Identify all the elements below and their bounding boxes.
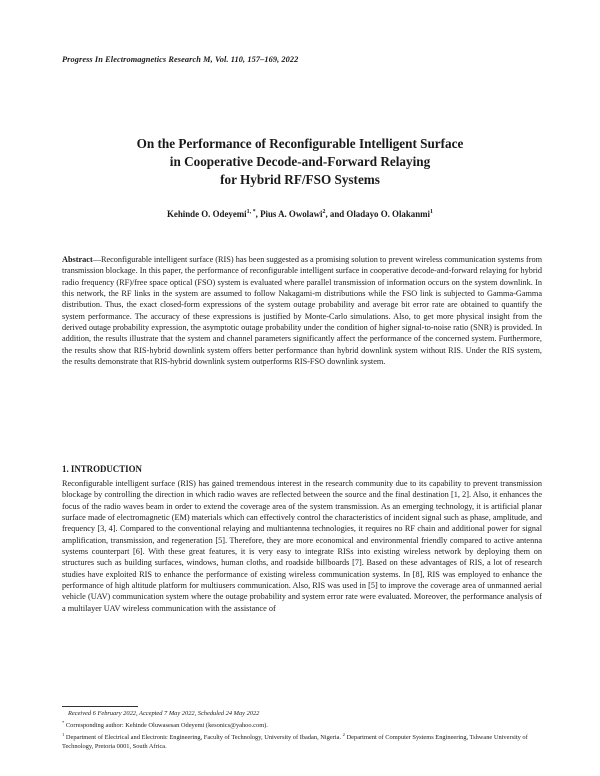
journal-citation: Progress In Electromagnetics Research M, Vol. 110, 157–169, 2022 [62,55,299,64]
author-separator: , [255,209,261,219]
affiliation-1-mark: 1 [62,731,65,737]
received-dates: Received 6 February 2022, Accepted 7 May 2022, Scheduled 24 May 2022 [68,710,260,717]
author-separator: , and [325,209,347,219]
author-2-affiliation: 2 [322,209,326,216]
affiliations [62,731,542,752]
footnotes [62,710,542,752]
author-1: Kehinde O. Odeyemi [166,209,247,219]
footnote-divider [62,706,138,707]
affiliation-2: Department of Computer Systems Engineering, Tshwane University of Technology, Pretoria 0001, South Africa. [62,734,528,750]
abstract-text: —Reconfigurable intelligent surface (RIS) has been suggested as a promising solution to prevent wireless communication systems from transmission blockage. In this paper, the performance of reconfigurable intelligent surface in cooperative decode-and-forward relaying for hybrid radio frequency (RF)/free space optical (FSO) system is evaluated where parallel transmission of information occurs on the system downlink. In this network, the RF links in the system are assumed to follow Nakagami-m distributions while the FSO link is subjected to Gamma-Gamma distribution. Thus, the exact closed-form expressions of the system outage probability and average bit error rate are obtained to quantify the system performance. The accuracy of these expressions is justified by Monte-Carlo simulations. Also, to get more physical insight from the derived outage probability expression, the asymptotic outage probability under the condition of higher signal-to-noise ratio (SNR) is provided. In addition, the results illustrate that the system and channel parameters significantly affect the performance of the concerned system. Furthermore, the results show that RIS-hybrid downlink system offers better performance than hybrid downlink system without RIS. Under the RIS system, the results demonstrate that RIS-hybrid downlink system outperforms RIS-FSO downlink system. [62,255,542,367]
author-1-affiliation: 1, * [246,209,256,216]
author-list [62,209,538,219]
introduction-paragraph: Reconfigurable intelligent surface (RIS) has gained tremendous interest in the research community due to its capability to prevent transmission blockage by controlling the direction in which radio waves are reflected between the source and the final destination [1, 2]. Also, it enhances the focus of the radio waves beam in order to extend the coverage area of the system transmission. As an emerging technology, it is artificial planar surface made of electromagnetic (EM) materials which can effectively control the characteristics of incident signal such as phase, amplitude, and frequency [3, 4]. Compared to the conventional relaying and multiantenna technologies, it requires no RF chain and additional power for signal amplification, transmission, and regeneration [5]. Therefore, they are more economical and environmental friendly compared to active antenna systems counterpart [6]. With these great features, it is very easy to integrate RISs into existing wireless network by deploying them on structures such as building surfaces, windows, human cloths, and roadside billboards [7]. Based on these advantages of RIS, a lot of research studies have exploited RIS to enhance the performance of existing wireless communication systems. In [8], RIS was employed to enhance the performance of high altitude platform for multiusers communication. Also, RIS was used in [5] to improve the coverage area of unmanned aerial vehicle (UAV) communication system where the outage probability and system error rate were evaluated. Moreover, the performance analysis of a multilayer UAV wireless communication with the assistance of [62,479,542,613]
abstract-label: Abstract [62,255,93,264]
corresponding-author-text: Corresponding author: Kehinde Oluwasesan Odeyemi (kesonics@yahoo.com). [65,722,268,730]
title-line-1: On the Performance of Reconfigurable Intelligent Surface [136,136,464,151]
author-3-affiliation: 1 [430,209,434,216]
section-heading: 1. INTRODUCTION [62,464,142,474]
paper-title [62,135,538,189]
corresponding-author-note [62,719,542,731]
author-2: Pius A. Owolawi [260,209,323,219]
affiliation-2-mark: 2 [342,731,345,737]
corresponding-mark: * [62,719,65,725]
author-3: Oladayo O. Olakanmi [346,209,431,219]
title-line-3: for Hybrid RF/FSO Systems [220,172,380,187]
affiliation-1: Department of Electrical and Electronic Engineering, Faculty of Technology, University of Ibadan, Nigeria. [65,734,342,742]
abstract [62,254,542,367]
title-line-2: in Cooperative Decode-and-Forward Relaying [169,154,431,169]
